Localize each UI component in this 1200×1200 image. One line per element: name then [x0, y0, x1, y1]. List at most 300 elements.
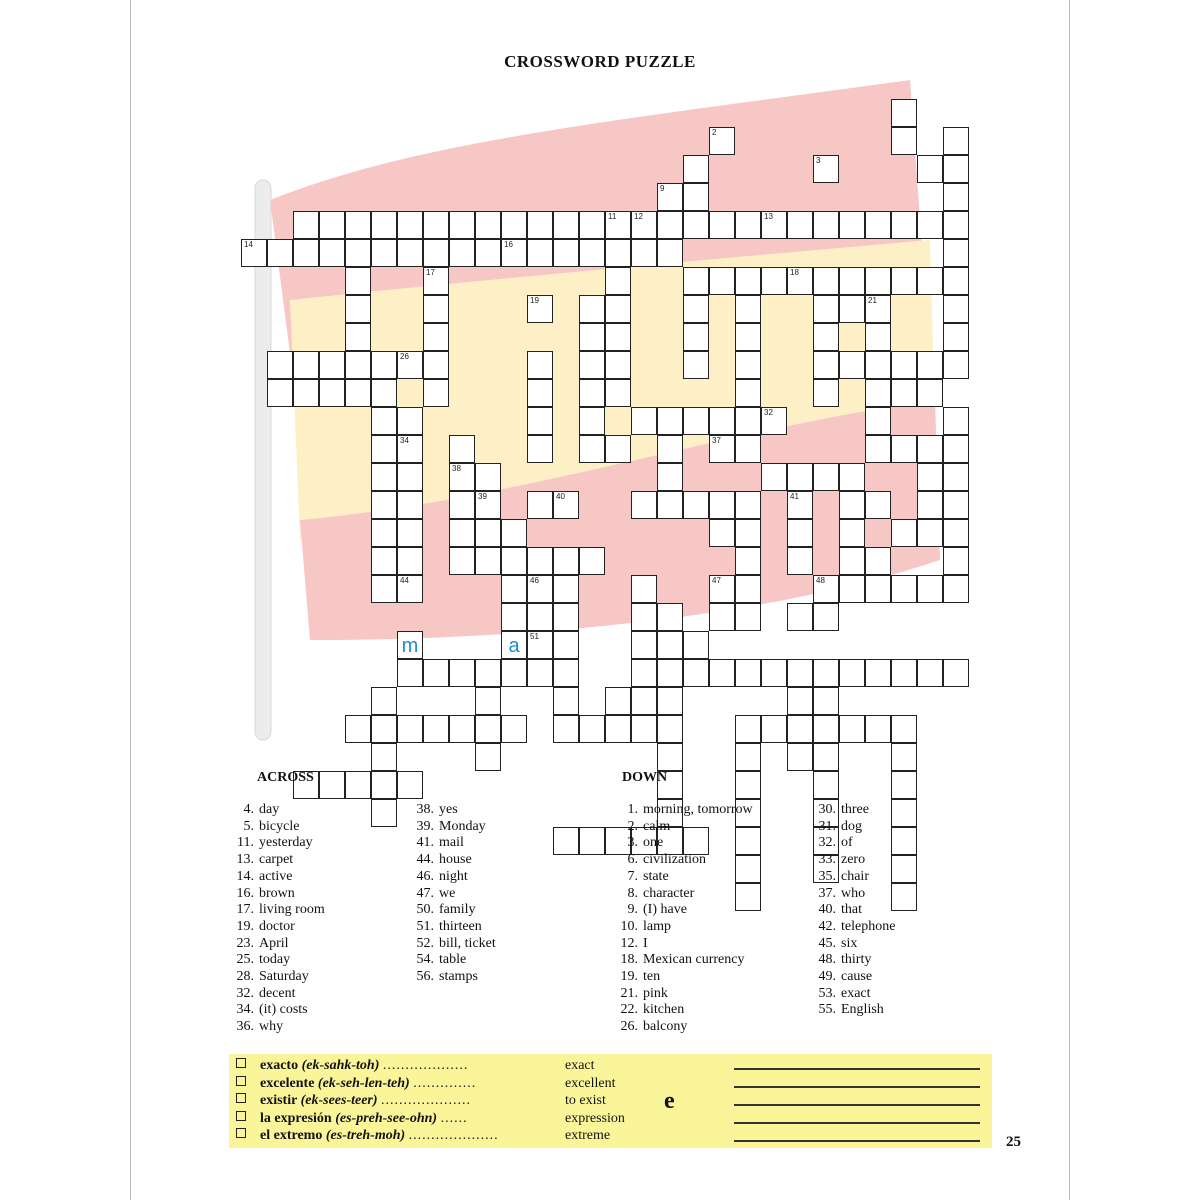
crossword-cell[interactable] [501, 575, 527, 603]
crossword-cell[interactable] [527, 491, 553, 519]
crossword-cell[interactable] [761, 715, 787, 743]
crossword-cell[interactable] [397, 575, 423, 603]
crossword-cell[interactable] [397, 463, 423, 491]
crossword-cell[interactable] [371, 743, 397, 771]
crossword-cell[interactable] [605, 715, 631, 743]
crossword-cell[interactable] [605, 211, 631, 239]
crossword-cell[interactable] [475, 715, 501, 743]
crossword-cell[interactable] [475, 519, 501, 547]
crossword-cell[interactable] [553, 547, 579, 575]
crossword-cell[interactable] [605, 323, 631, 351]
crossword-cell[interactable] [527, 575, 553, 603]
crossword-cell[interactable] [683, 491, 709, 519]
crossword-cell[interactable] [553, 659, 579, 687]
crossword-cell[interactable] [683, 659, 709, 687]
crossword-cell[interactable] [735, 407, 761, 435]
crossword-cell[interactable] [943, 519, 969, 547]
crossword-cell[interactable] [397, 491, 423, 519]
crossword-cell[interactable] [943, 155, 969, 183]
crossword-cell[interactable] [813, 323, 839, 351]
crossword-cell[interactable] [813, 463, 839, 491]
crossword-cell[interactable] [501, 239, 527, 267]
crossword-cell[interactable] [449, 463, 475, 491]
crossword-cell[interactable] [553, 687, 579, 715]
crossword-cell[interactable] [579, 351, 605, 379]
crossword-cell[interactable] [891, 351, 917, 379]
crossword-cell[interactable] [657, 659, 683, 687]
crossword-cell[interactable] [579, 379, 605, 407]
crossword-cell[interactable] [631, 631, 657, 659]
crossword-cell[interactable] [865, 491, 891, 519]
crossword-cell[interactable] [605, 267, 631, 295]
crossword-cell[interactable] [527, 603, 553, 631]
crossword-cell[interactable] [891, 659, 917, 687]
crossword-cell[interactable] [449, 715, 475, 743]
crossword-cell[interactable] [293, 239, 319, 267]
crossword-cell[interactable] [293, 211, 319, 239]
crossword-cell[interactable] [553, 631, 579, 659]
crossword-cell[interactable] [605, 239, 631, 267]
crossword-cell[interactable] [735, 519, 761, 547]
crossword-cell[interactable] [267, 379, 293, 407]
crossword-cell[interactable] [631, 491, 657, 519]
crossword-cell[interactable] [865, 435, 891, 463]
crossword-cell[interactable] [579, 211, 605, 239]
crossword-cell[interactable] [761, 463, 787, 491]
crossword-cell[interactable] [449, 435, 475, 463]
crossword-cell[interactable] [943, 323, 969, 351]
crossword-cell[interactable] [917, 519, 943, 547]
crossword-cell[interactable] [657, 687, 683, 715]
crossword-cell[interactable] [423, 715, 449, 743]
crossword-cell[interactable] [293, 351, 319, 379]
crossword-cell[interactable] [917, 351, 943, 379]
crossword-cell[interactable] [579, 407, 605, 435]
crossword-cell[interactable] [813, 155, 839, 183]
crossword-cell[interactable] [813, 379, 839, 407]
crossword-cell[interactable] [709, 659, 735, 687]
crossword-cell[interactable] [761, 659, 787, 687]
crossword-cell[interactable] [917, 575, 943, 603]
crossword-cell[interactable] [397, 351, 423, 379]
crossword-cell[interactable] [839, 659, 865, 687]
crossword-cell[interactable] [475, 463, 501, 491]
crossword-cell[interactable] [371, 435, 397, 463]
crossword-cell[interactable] [709, 267, 735, 295]
crossword-cell[interactable] [709, 407, 735, 435]
crossword-cell[interactable] [839, 211, 865, 239]
crossword-cell[interactable] [449, 239, 475, 267]
crossword-cell[interactable] [449, 211, 475, 239]
crossword-cell[interactable] [839, 519, 865, 547]
crossword-cell[interactable] [943, 351, 969, 379]
crossword-cell[interactable] [865, 407, 891, 435]
crossword-cell[interactable] [709, 211, 735, 239]
crossword-cell[interactable] [839, 351, 865, 379]
crossword-cell[interactable] [319, 239, 345, 267]
crossword-cell[interactable] [397, 771, 423, 799]
crossword-cell[interactable] [787, 687, 813, 715]
crossword-cell[interactable] [397, 239, 423, 267]
crossword-cell[interactable] [657, 407, 683, 435]
crossword-cell[interactable] [943, 295, 969, 323]
crossword-cell[interactable] [605, 435, 631, 463]
crossword-cell[interactable] [917, 435, 943, 463]
crossword-cell[interactable] [735, 295, 761, 323]
crossword-cell[interactable] [657, 211, 683, 239]
crossword-cell[interactable] [397, 715, 423, 743]
crossword-cell[interactable] [813, 771, 839, 799]
clue-number: 37 [712, 436, 721, 445]
crossword-cell[interactable] [527, 211, 553, 239]
crossword-cell[interactable] [813, 715, 839, 743]
crossword-cell[interactable] [449, 519, 475, 547]
crossword-cell[interactable] [917, 267, 943, 295]
crossword-cell[interactable] [371, 715, 397, 743]
crossword-cell[interactable] [631, 603, 657, 631]
crossword-cell[interactable] [293, 379, 319, 407]
crossword-cell[interactable] [579, 295, 605, 323]
crossword-cell[interactable] [345, 295, 371, 323]
crossword-cell[interactable] [605, 379, 631, 407]
crossword-cell[interactable] [397, 547, 423, 575]
crossword-cell[interactable] [787, 463, 813, 491]
crossword-cell[interactable] [813, 211, 839, 239]
crossword-cell[interactable] [891, 743, 917, 771]
crossword-cell[interactable] [319, 211, 345, 239]
crossword-cell[interactable] [657, 435, 683, 463]
crossword-cell[interactable] [397, 407, 423, 435]
crossword-cell[interactable] [735, 743, 761, 771]
crossword-cell[interactable] [813, 267, 839, 295]
crossword-cell[interactable] [475, 547, 501, 575]
crossword-cell[interactable] [475, 687, 501, 715]
crossword-cell[interactable] [865, 295, 891, 323]
crossword-cell[interactable] [709, 575, 735, 603]
crossword-cell[interactable] [527, 547, 553, 575]
crossword-cell[interactable] [683, 407, 709, 435]
checkbox[interactable] [236, 1093, 246, 1103]
crossword-cell[interactable] [319, 379, 345, 407]
crossword-cell[interactable] [787, 743, 813, 771]
crossword-cell[interactable] [631, 211, 657, 239]
crossword-cell[interactable] [891, 715, 917, 743]
crossword-cell[interactable] [943, 435, 969, 463]
crossword-cell[interactable] [345, 323, 371, 351]
crossword-cell[interactable] [397, 519, 423, 547]
crossword-cell[interactable] [709, 519, 735, 547]
crossword-cell[interactable] [501, 603, 527, 631]
crossword-cell[interactable] [553, 239, 579, 267]
crossword-cell[interactable] [839, 491, 865, 519]
crossword-cell[interactable] [345, 771, 371, 799]
crossword-cell[interactable] [657, 463, 683, 491]
crossword-cell[interactable] [813, 743, 839, 771]
crossword-cell[interactable] [735, 715, 761, 743]
crossword-cell[interactable] [423, 379, 449, 407]
crossword-cell[interactable] [865, 323, 891, 351]
crossword-cell[interactable] [943, 407, 969, 435]
crossword-cell[interactable] [267, 351, 293, 379]
crossword-cell[interactable] [943, 127, 969, 155]
crossword-cell[interactable] [839, 295, 865, 323]
crossword-cell[interactable] [943, 575, 969, 603]
crossword-cell[interactable] [527, 407, 553, 435]
crossword-cell[interactable] [579, 715, 605, 743]
crossword-cell[interactable] [865, 715, 891, 743]
crossword-cell[interactable] [345, 211, 371, 239]
crossword-cell[interactable] [735, 575, 761, 603]
crossword-cell[interactable] [501, 519, 527, 547]
crossword-cell[interactable] [527, 351, 553, 379]
crossword-cell[interactable] [371, 799, 397, 827]
crossword-cell[interactable] [683, 295, 709, 323]
crossword-cell[interactable] [735, 491, 761, 519]
crossword-cell[interactable] [761, 267, 787, 295]
crossword-cell[interactable] [319, 771, 345, 799]
crossword-cell[interactable] [683, 211, 709, 239]
crossword-cell[interactable] [657, 631, 683, 659]
crossword-cell[interactable] [943, 491, 969, 519]
crossword-cell[interactable] [891, 379, 917, 407]
crossword-cell[interactable] [735, 771, 761, 799]
crossword-cell[interactable] [631, 659, 657, 687]
crossword-cell[interactable] [475, 211, 501, 239]
crossword-cell[interactable] [657, 743, 683, 771]
crossword-cell[interactable] [527, 631, 553, 659]
crossword-cell[interactable] [709, 603, 735, 631]
crossword-cell[interactable] [423, 239, 449, 267]
crossword-cell[interactable] [449, 659, 475, 687]
crossword-cell[interactable] [943, 211, 969, 239]
crossword-cell[interactable] [345, 267, 371, 295]
crossword-cell[interactable] [527, 239, 553, 267]
crossword-cell[interactable] [553, 211, 579, 239]
crossword-cell[interactable] [657, 603, 683, 631]
crossword-cell[interactable] [917, 379, 943, 407]
clue-text: doctor [259, 918, 295, 934]
crossword-cell[interactable] [891, 575, 917, 603]
crossword-cell[interactable] [371, 239, 397, 267]
crossword-cell[interactable] [813, 659, 839, 687]
crossword-cell[interactable] [683, 351, 709, 379]
crossword-cell[interactable] [631, 575, 657, 603]
crossword-cell[interactable] [657, 239, 683, 267]
crossword-cell[interactable] [865, 659, 891, 687]
crossword-cell[interactable] [735, 267, 761, 295]
crossword-cell[interactable] [761, 211, 787, 239]
crossword-cell[interactable] [501, 631, 527, 659]
crossword-cell[interactable] [865, 575, 891, 603]
crossword-cell[interactable] [865, 267, 891, 295]
crossword-cell[interactable] [735, 351, 761, 379]
crossword-cell[interactable] [839, 575, 865, 603]
crossword-cell[interactable] [917, 491, 943, 519]
crossword-cell[interactable] [631, 239, 657, 267]
checkbox[interactable] [236, 1128, 246, 1138]
crossword-cell[interactable] [865, 211, 891, 239]
crossword-cell[interactable] [371, 379, 397, 407]
crossword-cell[interactable] [787, 267, 813, 295]
crossword-cell[interactable] [345, 715, 371, 743]
crossword-cell[interactable] [917, 659, 943, 687]
crossword-cell[interactable] [371, 351, 397, 379]
crossword-cell[interactable] [683, 267, 709, 295]
crossword-cell[interactable] [579, 547, 605, 575]
crossword-cell[interactable] [943, 267, 969, 295]
crossword-cell[interactable] [917, 155, 943, 183]
crossword-cell[interactable] [943, 183, 969, 211]
crossword-cell[interactable] [735, 379, 761, 407]
crossword-cell[interactable] [371, 463, 397, 491]
crossword-cell[interactable] [449, 491, 475, 519]
crossword-cell[interactable] [371, 575, 397, 603]
crossword-cell[interactable] [579, 323, 605, 351]
crossword-cell[interactable] [683, 155, 709, 183]
crossword-cell[interactable] [553, 491, 579, 519]
crossword-cell[interactable] [709, 491, 735, 519]
crossword-cell[interactable] [423, 211, 449, 239]
crossword-cell[interactable] [605, 351, 631, 379]
crossword-cell[interactable] [891, 435, 917, 463]
crossword-cell[interactable] [423, 351, 449, 379]
crossword-cell[interactable] [891, 519, 917, 547]
crossword-cell[interactable] [501, 715, 527, 743]
crossword-cell[interactable] [553, 603, 579, 631]
crossword-cell[interactable] [787, 715, 813, 743]
crossword-cell[interactable] [735, 211, 761, 239]
crossword-cell[interactable] [683, 631, 709, 659]
crossword-cell[interactable] [371, 211, 397, 239]
crossword-cell[interactable] [397, 211, 423, 239]
crossword-cell[interactable] [709, 435, 735, 463]
crossword-cell[interactable] [761, 407, 787, 435]
crossword-cell[interactable] [813, 603, 839, 631]
crossword-cell[interactable] [553, 575, 579, 603]
vocabulary-row [236, 1111, 468, 1127]
crossword-cell[interactable] [345, 351, 371, 379]
crossword-cell[interactable] [501, 547, 527, 575]
crossword-cell[interactable] [579, 435, 605, 463]
crossword-cell[interactable] [839, 715, 865, 743]
crossword-cell[interactable] [371, 519, 397, 547]
crossword-cell[interactable] [553, 715, 579, 743]
crossword-cell[interactable] [891, 267, 917, 295]
crossword-cell[interactable] [423, 323, 449, 351]
crossword-cell[interactable] [397, 631, 423, 659]
crossword-cell[interactable] [735, 323, 761, 351]
crossword-cell[interactable] [371, 491, 397, 519]
crossword-cell[interactable] [891, 771, 917, 799]
crossword-cell[interactable] [709, 127, 735, 155]
crossword-cell[interactable] [371, 407, 397, 435]
crossword-cell[interactable] [631, 407, 657, 435]
crossword-cell[interactable] [371, 771, 397, 799]
crossword-cell[interactable] [891, 211, 917, 239]
crossword-cell[interactable] [787, 519, 813, 547]
crossword-cell[interactable] [657, 491, 683, 519]
crossword-cell[interactable] [553, 827, 579, 855]
crossword-cell[interactable] [787, 491, 813, 519]
crossword-cell[interactable] [943, 239, 969, 267]
crossword-cell[interactable] [501, 659, 527, 687]
crossword-cell[interactable] [891, 127, 917, 155]
crossword-cell[interactable] [943, 547, 969, 575]
checkbox[interactable] [236, 1111, 246, 1121]
crossword-cell[interactable] [371, 687, 397, 715]
crossword-cell[interactable] [787, 211, 813, 239]
crossword-cell[interactable] [865, 547, 891, 575]
crossword-cell[interactable] [917, 463, 943, 491]
crossword-cell[interactable] [865, 351, 891, 379]
crossword-cell[interactable] [423, 295, 449, 323]
crossword-cell[interactable] [475, 743, 501, 771]
crossword-cell[interactable] [735, 603, 761, 631]
checkbox[interactable] [236, 1058, 246, 1068]
crossword-cell[interactable] [657, 715, 683, 743]
crossword-cell[interactable] [449, 547, 475, 575]
crossword-cell[interactable] [527, 295, 553, 323]
crossword-cell[interactable] [735, 659, 761, 687]
crossword-cell[interactable] [345, 379, 371, 407]
crossword-cell[interactable] [865, 379, 891, 407]
crossword-cell[interactable] [527, 379, 553, 407]
crossword-cell[interactable] [839, 547, 865, 575]
checkbox[interactable] [236, 1076, 246, 1086]
crossword-cell[interactable] [319, 351, 345, 379]
crossword-cell[interactable] [423, 267, 449, 295]
crossword-cell[interactable] [839, 267, 865, 295]
crossword-cell[interactable] [423, 659, 449, 687]
crossword-cell[interactable] [813, 351, 839, 379]
crossword-cell[interactable] [787, 547, 813, 575]
crossword-cell[interactable] [475, 239, 501, 267]
crossword-cell[interactable] [267, 239, 293, 267]
crossword-cell[interactable] [657, 183, 683, 211]
crossword-cell[interactable] [345, 239, 371, 267]
crossword-cell[interactable] [813, 575, 839, 603]
crossword-cell[interactable] [683, 183, 709, 211]
crossword-cell[interactable] [631, 687, 657, 715]
crossword-cell[interactable] [917, 211, 943, 239]
crossword-cell[interactable] [943, 659, 969, 687]
crossword-cell[interactable] [605, 295, 631, 323]
crossword-cell[interactable] [397, 435, 423, 463]
crossword-cell[interactable] [943, 463, 969, 491]
crossword-cell[interactable] [735, 435, 761, 463]
crossword-cell[interactable] [527, 659, 553, 687]
crossword-cell[interactable] [813, 295, 839, 323]
crossword-cell[interactable] [371, 547, 397, 575]
crossword-cell[interactable] [839, 463, 865, 491]
crossword-cell[interactable] [579, 827, 605, 855]
crossword-cell[interactable] [501, 211, 527, 239]
crossword-cell[interactable] [787, 659, 813, 687]
crossword-cell[interactable] [605, 687, 631, 715]
crossword-cell[interactable] [475, 491, 501, 519]
crossword-cell[interactable] [735, 547, 761, 575]
crossword-cell[interactable] [683, 323, 709, 351]
crossword-cell[interactable] [787, 603, 813, 631]
crossword-cell[interactable] [813, 687, 839, 715]
crossword-cell[interactable] [397, 659, 423, 687]
crossword-cell[interactable] [527, 435, 553, 463]
crossword-cell[interactable] [579, 239, 605, 267]
crossword-cell[interactable] [631, 715, 657, 743]
crossword-cell[interactable] [891, 99, 917, 127]
crossword-cell[interactable] [475, 659, 501, 687]
crossword-cell[interactable] [241, 239, 267, 267]
